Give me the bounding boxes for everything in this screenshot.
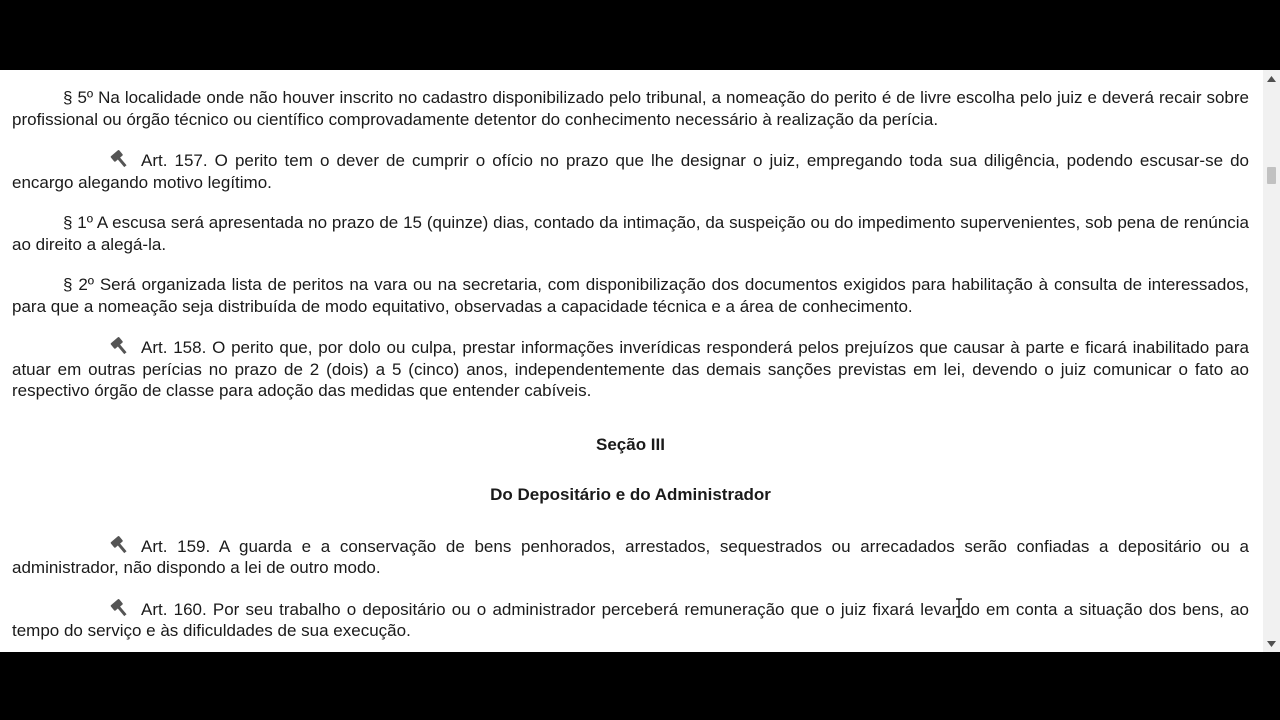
paragraph-art158 — [12, 336, 1249, 402]
paragraph-art160 — [12, 598, 1249, 642]
paragraph-text: Art. 159. A guarda e a conservação de bens penhorados, arrestados, sequestrados ou arrecadados serão confiadas a depositário ou a administrador, não dispondo a lei de outro modo. — [12, 536, 1249, 577]
text-cursor-icon — [955, 598, 963, 618]
section-title: Do Depositário e do Administrador — [490, 485, 771, 504]
paragraph-text: § 1º A escusa será apresentada no prazo de 15 (quinze) dias, contado da intimação, da suspeição ou do impedimento supervenientes, sob pena de renúncia ao direito a alegá-la. — [12, 213, 1249, 254]
paragraph-art156-par5 — [12, 87, 1249, 130]
section-heading: Seção III — [596, 434, 665, 454]
paragraph-art157 — [12, 149, 1249, 193]
document-viewport — [0, 70, 1280, 652]
paragraph-art157-par2 — [12, 274, 1249, 317]
paragraph-text: Art. 158. O perito que, por dolo ou culpa, prestar informações inverídicas responderá pelos prejuízos que causar à parte e ficará inabilitado para atuar em outras perícias no prazo de 2 (dois) a 5 (cinco) anos, independentemente das demais sanções previstas em lei, devendo o juiz comunicar o fato ao respectivo órgão de classe para adoção das medidas que entender cabíveis. — [12, 338, 1249, 400]
paragraph-text: Art. 160. Por seu trabalho o depositário ou o administrador perceberá remuneração que o juiz fixará levando em conta a situação dos bens, ao tempo do serviço e às dificuldades de sua execução. — [12, 599, 1249, 640]
gavel-icon[interactable] — [109, 598, 131, 618]
scrollbar-thumb[interactable] — [1267, 167, 1276, 184]
scroll-down-arrow-icon[interactable] — [1263, 635, 1280, 652]
gavel-icon[interactable] — [109, 149, 131, 169]
paragraph-text: § 5º Na localidade onde não houver inscrito no cadastro disponibilizado pelo tribunal, a nomeação do perito é de livre escolha pelo juiz e deverá recair sobre profissional ou órgão técnico ou científico comprovadamente detentor do conhecimento necessário à realização da perícia. — [12, 88, 1249, 129]
paragraph-art157-par1 — [12, 212, 1249, 255]
scroll-up-arrow-icon[interactable] — [1263, 70, 1280, 87]
gavel-icon[interactable] — [109, 336, 131, 356]
document-content — [12, 87, 1249, 652]
gavel-icon[interactable] — [109, 535, 131, 555]
vertical-scrollbar[interactable] — [1263, 70, 1280, 652]
paragraph-text: § 2º Será organizada lista de peritos na vara ou na secretaria, com disponibilização dos documentos exigidos para habilitação à consulta de interessados, para que a nomeação seja distribuída de modo equitativo, observadas a capacidade técnica e a área de conhecimento. — [12, 275, 1249, 316]
paragraph-art159 — [12, 535, 1249, 579]
paragraph-text: Art. 157. O perito tem o dever de cumprir o ofício no prazo que lhe designar o juiz, empregando toda sua diligência, podendo escusar-se do encargo alegando motivo legítimo. — [12, 151, 1249, 192]
